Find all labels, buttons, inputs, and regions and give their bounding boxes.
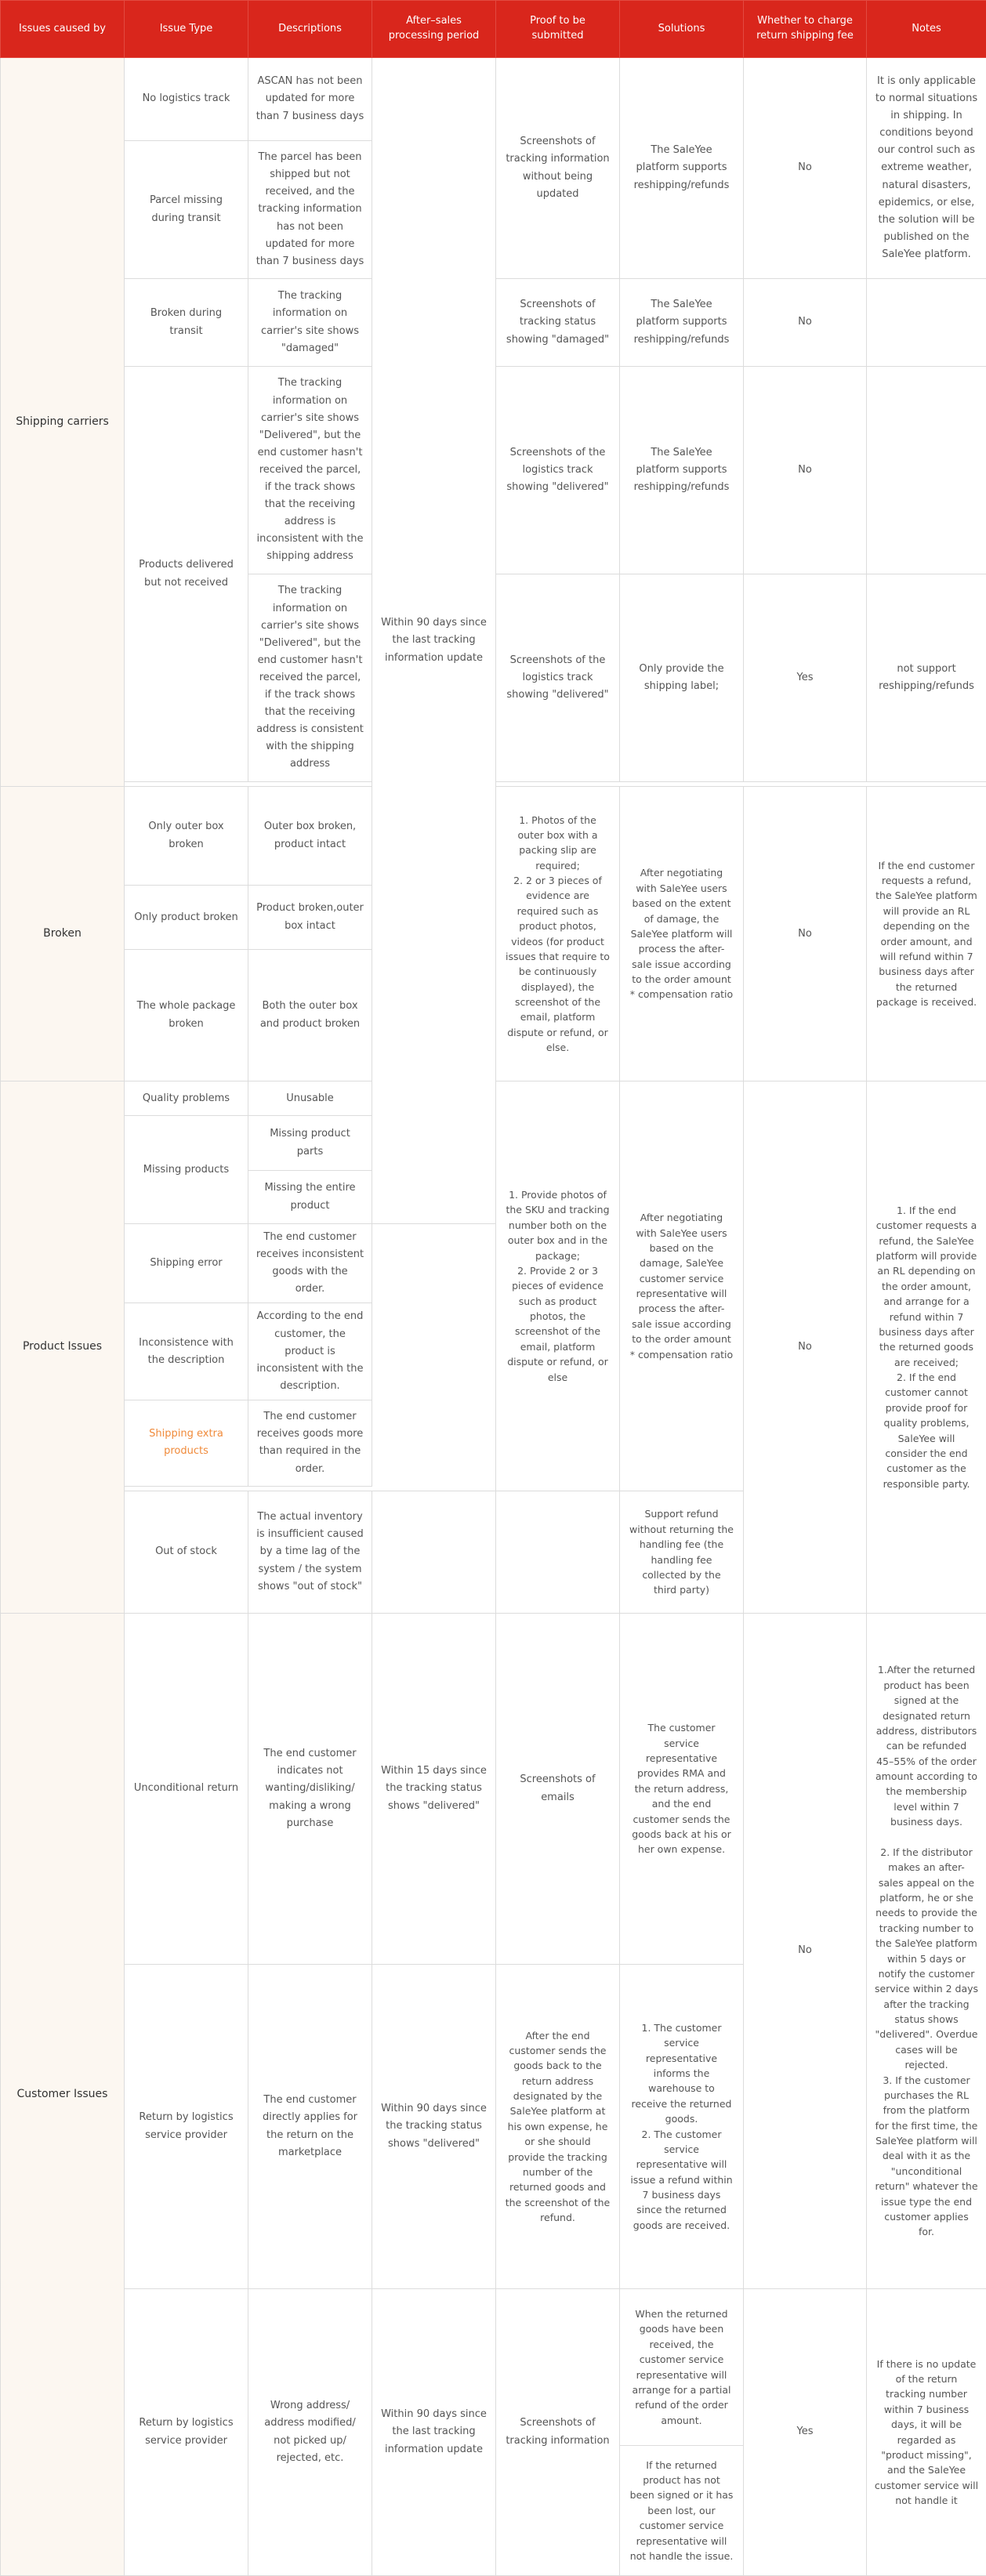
description: The end customer indicates not wanting/disliking/ making a wrong purchase [248, 1614, 372, 1965]
issue-type: Parcel missing during transit [125, 141, 248, 279]
solution: After negotiating with SaleYee users based on the damage, SaleYee customer service representative will process the after- sale issue according to the order amount * compensation ratio [620, 1081, 744, 1491]
return-fee: No [744, 279, 867, 367]
description: Unusable [248, 1081, 372, 1116]
issue-type: Products delivered but not received [125, 367, 248, 782]
processing-period: Within 90 days since the last tracking information update [372, 2289, 496, 2576]
description: Missing product parts [248, 1116, 372, 1171]
col-proof: Proof to be submitted [496, 1, 620, 58]
description: Product broken,outer box intact [248, 886, 372, 950]
proof: Screenshots of the logistics track showing "delivered" [496, 367, 620, 574]
notes: It is only applicable to normal situations in shipping. In conditions beyond our control such as extreme weather, natural disasters, epidemics, or else, the solution will be published on the SaleYee platform. [867, 58, 986, 279]
return-fee: Yes [744, 2289, 867, 2576]
description: The end customer receives inconsistent goods with the order. [248, 1224, 372, 1303]
solution: The SaleYee platform supports reshipping/refunds [620, 367, 744, 574]
description: Missing the entire product [248, 1171, 372, 1224]
issue-type: The whole package broken [125, 950, 248, 1081]
issue-type: No logistics track [125, 58, 248, 141]
processing-period: Within 90 days since the tracking status shows "delivered" [372, 1965, 496, 2289]
description: ASCAN has not been updated for more than 7 business days [248, 58, 372, 141]
solution: The customer service representative provides RMA and the return address, and the end customer sends the goods back at his or her own expense. [620, 1614, 744, 1965]
return-fee: No [744, 1614, 867, 2289]
col-processing-period: After–sales processing period [372, 1, 496, 58]
solution: Only provide the shipping label; [620, 574, 744, 782]
processing-period: Within 15 days since the tracking status shows "delivered" [372, 1614, 496, 1965]
issue-type: Only product broken [125, 886, 248, 950]
table-row [1, 1614, 986, 1965]
description: The end customer receives goods more than required in the order. [248, 1400, 372, 1486]
issue-type: Broken during transit [125, 279, 248, 367]
description: Outer box broken, product intact [248, 787, 372, 886]
solution: 1. The customer service representative informs the warehouse to receive the returned goods. 2. The customer service representative will issue a refund within 7 business days since the returned goods are received. [620, 1965, 744, 2289]
solution: If the returned product has not been signed or it has been lost, our customer service representative will not handle the issue. [620, 2446, 744, 2576]
processing-period: Within 90 days since the last tracking information update [372, 58, 496, 1224]
period-empty [372, 1491, 496, 1614]
issue-type: Shipping extra products [125, 1400, 248, 1486]
return-fee: No [744, 1081, 867, 1614]
return-fee: No [744, 58, 867, 279]
description: According to the end customer, the product is inconsistent with the description. [248, 1303, 372, 1400]
issue-type: Return by logistics service provider [125, 1965, 248, 2289]
issue-type: Quality problems [125, 1081, 248, 1116]
col-descriptions: Descriptions [248, 1, 372, 58]
description: The parcel has been shipped but not received, and the tracking information has not been updated for more than 7 business days [248, 141, 372, 279]
description: The actual inventory is insufficient caused by a time lag of the system / the system shows "out of stock" [248, 1491, 372, 1614]
notes [867, 367, 986, 574]
proof: Screenshots of emails [496, 1614, 620, 1965]
description: The end customer directly applies for the return on the marketplace [248, 1965, 372, 2289]
notes [867, 279, 986, 367]
col-notes: Notes [867, 1, 986, 58]
proof: 1. Provide photos of the SKU and tracking number both on the outer box and in the package; 2. Provide 2 or 3 pieces of evidence such as product photos, the screenshot of the email, platform dispute or refund, or else [496, 1081, 620, 1491]
return-fee: No [744, 367, 867, 574]
issue-type: Unconditional return [125, 1614, 248, 1965]
col-solutions: Solutions [620, 1, 744, 58]
notes: If there is no update of the return tracking number within 7 business days, it will be regarded as "product missing", and the SaleYee customer service will not handle it [867, 2289, 986, 2576]
notes: If the end customer requests a refund, the SaleYee platform will provide an RL depending on the order amount, and will refund within 7 business days after the returned package is received. [867, 787, 986, 1081]
group-shipping-carriers: Shipping carriers [1, 58, 125, 787]
description: The tracking information on carrier's site shows "damaged" [248, 279, 372, 367]
issue-type: Only outer box broken [125, 787, 248, 886]
proof: Screenshots of tracking status showing "damaged" [496, 279, 620, 367]
table-row [1, 2289, 986, 2446]
col-issues-caused-by: Issues caused by [1, 1, 125, 58]
group-product-issues: Product Issues [1, 1081, 125, 1614]
issue-type: Shipping error [125, 1224, 248, 1303]
col-issue-type: Issue Type [125, 1, 248, 58]
table-row [1, 58, 986, 141]
return-fee: Yes [744, 574, 867, 782]
group-broken: Broken [1, 787, 125, 1081]
proof: 1. Photos of the outer box with a packing slip are required; 2. 2 or 3 pieces of evidence are required such as product photos, videos (for product issues that require to be continuously displayed), the screenshot of the email, platform dispute or refund, or else. [496, 787, 620, 1081]
issue-type: Missing products [125, 1116, 248, 1224]
solution: The SaleYee platform supports reshipping/refunds [620, 58, 744, 279]
return-fee: No [744, 787, 867, 1081]
description: The tracking information on carrier's site shows "Delivered", but the end customer hasn't received the parcel, if the track shows that the receiving address is consistent with the shipping address [248, 574, 372, 782]
solution: Support refund without returning the handling fee (the handling fee collected by the third party) [620, 1491, 744, 1614]
proof: Screenshots of tracking information without being updated [496, 58, 620, 279]
notes: 1.After the returned product has been signed at the designated return address, distributors can be refunded 45–55% of the order amount according to the membership level within 7 business days. 2. If the distributor makes an after- sales appeal on the platform, he or she needs to provide the tracking number to the SaleYee platform within 5 days or notify the customer service within 2 days after the tracking status shows "delivered". Overdue cases will be rejected. 3. If the customer purchases the RL from the platform for the first time, the SaleYee platform will deal with it as the "unconditional return" whatever the issue type the end customer applies for. [867, 1614, 986, 2289]
description: Both the outer box and product broken [248, 950, 372, 1081]
issue-type: Inconsistence with the description [125, 1303, 248, 1400]
solution: When the returned goods have been received, the customer service representative will arrange for a partial refund of the order amount. [620, 2289, 744, 2446]
description: The tracking information on carrier's site shows "Delivered", but the end customer hasn't received the parcel, if the track shows that the receiving address is inconsistent with the shipping address [248, 367, 372, 574]
proof: After the end customer sends the goods back to the return address designated by the SaleYee platform at his own expense, he or she should provide the tracking number of the returned goods and the screenshot of the refund. [496, 1965, 620, 2289]
col-return-fee: Whether to charge return shipping fee [744, 1, 867, 58]
solution: After negotiating with SaleYee users based on the extent of damage, the SaleYee platform will process the after- sale issue according to the order amount * compensation ratio [620, 787, 744, 1081]
proof: Screenshots of the logistics track showing "delivered" [496, 574, 620, 782]
issue-type: Out of stock [125, 1491, 248, 1614]
issue-type: Return by logistics service provider [125, 2289, 248, 2576]
description: Wrong address/ address modified/ not picked up/ rejected, etc. [248, 2289, 372, 2576]
proof: Screenshots of tracking information [496, 2289, 620, 2576]
header-row [1, 1, 986, 58]
notes: 1. If the end customer requests a refund, the SaleYee platform will provide an RL depending on the order amount, and arrange for a refund within 7 business days after the returned goods are received; 2. If the end customer cannot provide proof for quality problems, SaleYee will consider the end customer as the responsible party. [867, 1081, 986, 1614]
solution: The SaleYee platform supports reshipping/refunds [620, 279, 744, 367]
notes: not support reshipping/refunds [867, 574, 986, 782]
group-customer-issues: Customer Issues [1, 1614, 125, 2576]
proof [496, 1491, 620, 1614]
